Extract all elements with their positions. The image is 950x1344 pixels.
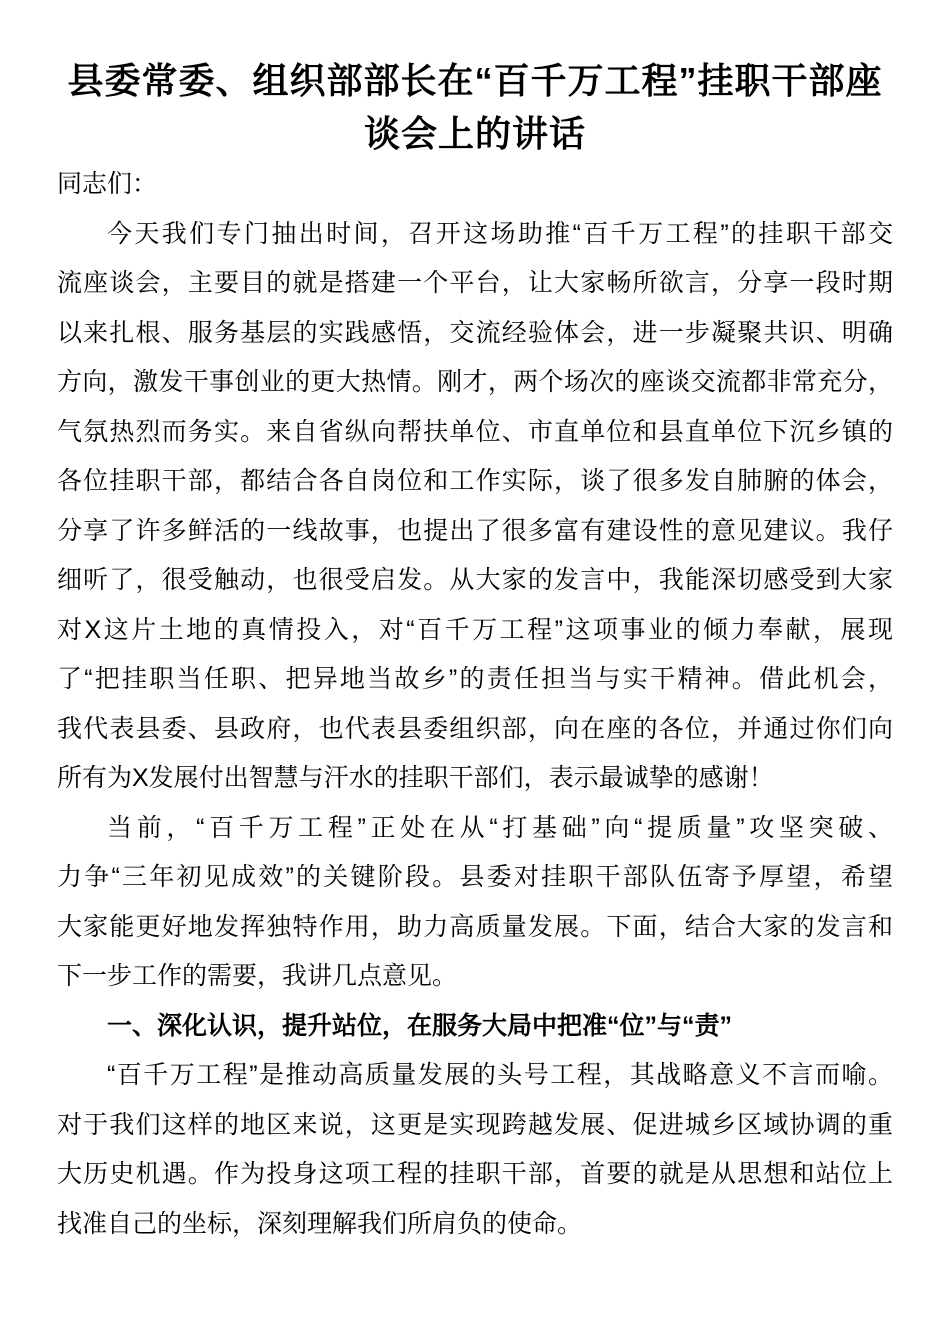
paragraph-line: 以来扎根、服务基层的实践感悟，交流经验体会，进一步凝聚共识、明确 (57, 318, 893, 347)
paragraph-line: 细听了，很受触动，也很受启发。从大家的发言中，我能深切感受到大家 (57, 566, 893, 594)
document-title-line-1: 县委常委、组织部部长在“百千万工程”挂职干部座 (67, 60, 883, 101)
paragraph-line: 所有为X发展付出智慧与汗水的挂职干部们，表示最诚挚的感谢！ (57, 764, 774, 792)
paragraph-line: 气氛热烈而务实。来自省纵向帮扶单位、市直单位和县直单位下沉乡镇的 (57, 417, 893, 446)
paragraph-line: 分享了许多鲜活的一线故事，也提出了很多富有建设性的意见建议。我仔 (57, 516, 893, 545)
salutation: 同志们： (57, 170, 158, 198)
paragraph-line: 下一步工作的需要，我讲几点意见。 (57, 962, 458, 990)
paragraph-1 (57, 210, 893, 804)
paragraph-line: 找准自己的坐标，深刻理解我们所肩负的使命。 (57, 1209, 583, 1238)
paragraph-line: 力争“三年初见成效”的关键阶段。县委对挂职干部队伍寄予厚望，希望 (57, 863, 893, 891)
paragraph-line: 我代表县委、县政府，也代表县委组织部，向在座的各位，并通过你们向 (57, 714, 893, 743)
document-title (57, 0, 893, 160)
paragraph-line: 各位挂职干部，都结合各自岗位和工作实际，谈了很多发自肺腑的体会， (57, 467, 893, 495)
paragraph-line: 了“把挂职当任职、把异地当故乡”的责任担当与实干精神。借此机会， (57, 665, 893, 693)
paragraph-line: 流座谈会，主要目的就是搭建一个平台，让大家畅所欲言，分享一段时期 (57, 269, 893, 297)
paragraph-line: 当前，“百千万工程”正处在从“打基础”向“提质量”攻坚突破、 (107, 813, 893, 842)
paragraph-line: 今天我们专门抽出时间，召开这场助推“百千万工程”的挂职干部交 (107, 219, 893, 248)
document-content (57, 0, 893, 1249)
paragraph-3 (57, 1051, 893, 1249)
paragraph-line: 大历史机遇。作为投身这项工程的挂职干部，首要的就是从思想和站位上 (57, 1160, 893, 1188)
paragraph-line: “百千万工程”是推动高质量发展的头号工程，其战略意义不言而喻。 (107, 1061, 893, 1089)
paragraph-line: 大家能更好地发挥独特作用，助力高质量发展。下面，结合大家的发言和 (57, 912, 893, 941)
paragraph-line: 对X这片土地的真情投入，对“百千万工程”这项事业的倾力奉献，展现 (57, 615, 893, 644)
paragraph-line: 对于我们这样的地区来说，这更是实现跨越发展、促进城乡区域协调的重 (57, 1110, 893, 1139)
section-heading-1: 一、深化认识，提升站位，在服务大局中把准“位”与“责” (107, 1011, 733, 1040)
paragraph-line: 方向，激发干事创业的更大热情。刚才，两个场次的座谈交流都非常充分， (57, 368, 893, 396)
document-title-line-2: 谈会上的讲话 (363, 113, 586, 154)
paragraph-2 (57, 804, 893, 1002)
